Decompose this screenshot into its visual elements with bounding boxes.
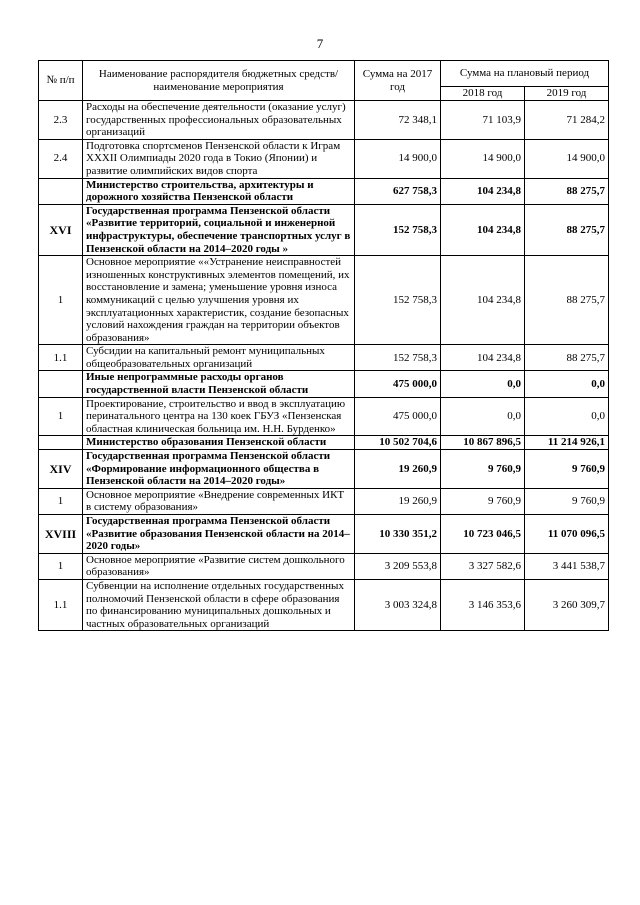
- row-number: XVI: [39, 204, 83, 255]
- header-num: № п/п: [39, 61, 83, 101]
- row-sum-2017: 19 260,9: [355, 488, 441, 514]
- row-name: Государственная программа Пензенской области «Формирование информационного общества в Пензенской области на 2014–2020 годы»: [83, 450, 355, 489]
- row-number: 1: [39, 397, 83, 436]
- row-sum-2017: 475 000,0: [355, 397, 441, 436]
- header-name: Наименование распорядителя бюджетных средств/наименование мероприятия: [83, 61, 355, 101]
- row-sum-2017: 3 003 324,8: [355, 579, 441, 630]
- row-number: [39, 436, 83, 450]
- table-row: [39, 371, 609, 397]
- row-sum-2017: 152 758,3: [355, 256, 441, 345]
- row-sum-2019: 0,0: [525, 371, 609, 397]
- row-sum-2019: 11 070 096,5: [525, 515, 609, 554]
- table-row: [39, 345, 609, 371]
- row-name: Субвенции на исполнение отдельных государственных полномочий Пензенской области в сфере образования по финансированию муниципальных дошкольных и частных образовательных организаций: [83, 579, 355, 630]
- row-number: 1: [39, 553, 83, 579]
- table-row: [39, 178, 609, 204]
- row-sum-2017: 14 900,0: [355, 139, 441, 178]
- row-sum-2018: 0,0: [441, 397, 525, 436]
- row-sum-2018: 104 234,8: [441, 256, 525, 345]
- row-number: [39, 178, 83, 204]
- row-sum-2017: 10 502 704,6: [355, 436, 441, 450]
- row-sum-2017: 3 209 553,8: [355, 553, 441, 579]
- row-name: Иные непрограммные расходы органов государственной власти Пензенской области: [83, 371, 355, 397]
- row-number: XIV: [39, 450, 83, 489]
- row-sum-2019: 71 284,2: [525, 101, 609, 140]
- header-sum-plan: Сумма на плановый период: [441, 61, 609, 87]
- table-row: [39, 436, 609, 450]
- table-row: [39, 579, 609, 630]
- row-sum-2019: 88 275,7: [525, 345, 609, 371]
- row-sum-2018: 0,0: [441, 371, 525, 397]
- row-sum-2019: 3 441 538,7: [525, 553, 609, 579]
- row-sum-2017: 475 000,0: [355, 371, 441, 397]
- row-name: Основное мероприятие «Развитие систем дошкольного образования»: [83, 553, 355, 579]
- row-sum-2018: 71 103,9: [441, 101, 525, 140]
- row-sum-2018: 3 327 582,6: [441, 553, 525, 579]
- row-name: Государственная программа Пензенской области «Развитие образования Пензенской области на 2014–2020 годы»: [83, 515, 355, 554]
- header-sum-2017: Сумма на 2017 год: [355, 61, 441, 101]
- table-row: [39, 101, 609, 140]
- row-sum-2019: 9 760,9: [525, 488, 609, 514]
- row-name: Субсидии на капитальный ремонт муниципальных общеобразовательных организаций: [83, 345, 355, 371]
- row-sum-2018: 104 234,8: [441, 204, 525, 255]
- row-sum-2019: 9 760,9: [525, 450, 609, 489]
- row-sum-2018: 9 760,9: [441, 488, 525, 514]
- row-number: 1.1: [39, 345, 83, 371]
- row-number: [39, 371, 83, 397]
- row-sum-2019: 88 275,7: [525, 204, 609, 255]
- row-sum-2018: 10 867 896,5: [441, 436, 525, 450]
- row-number: 2.3: [39, 101, 83, 140]
- row-name: Министерство строительства, архитектуры и дорожного хозяйства Пензенской области: [83, 178, 355, 204]
- row-sum-2018: 14 900,0: [441, 139, 525, 178]
- row-sum-2019: 11 214 926,1: [525, 436, 609, 450]
- table-row: [39, 488, 609, 514]
- row-name: Государственная программа Пензенской области «Развитие территорий, социальной и инженерной инфраструктуры, обеспечение транспортных услуг в Пензенской области на 2014–2020 годы »: [83, 204, 355, 255]
- row-sum-2018: 104 234,8: [441, 345, 525, 371]
- row-sum-2018: 10 723 046,5: [441, 515, 525, 554]
- row-number: 1.1: [39, 579, 83, 630]
- row-name: Основное мероприятие ««Устранение неисправностей изношенных конструктивных элементов помещений, их восстановление и замена; уменьшение уровня износа коммуникаций с целью улучшения уровня их эксплуатационных характеристик, создание безопасных условий нахождения граждан на территории объектов образования»: [83, 256, 355, 345]
- row-name: Подготовка спортсменов Пензенской области к Играм XXXII Олимпиады 2020 года в Токио (Японии) и развитие олимпийских видов спорта: [83, 139, 355, 178]
- row-number: 1: [39, 256, 83, 345]
- budget-table: [38, 60, 609, 631]
- row-sum-2019: 3 260 309,7: [525, 579, 609, 630]
- row-sum-2018: 104 234,8: [441, 178, 525, 204]
- row-sum-2017: 152 758,3: [355, 204, 441, 255]
- row-number: XVIII: [39, 515, 83, 554]
- row-sum-2017: 627 758,3: [355, 178, 441, 204]
- table-row: [39, 553, 609, 579]
- header-2018: 2018 год: [441, 87, 525, 101]
- row-sum-2019: 0,0: [525, 397, 609, 436]
- row-sum-2017: 19 260,9: [355, 450, 441, 489]
- header-2019: 2019 год: [525, 87, 609, 101]
- table-body: [39, 101, 609, 631]
- row-name: Проектирование, строительство и ввод в эксплуатацию перинатального центра на 130 коек ГБУЗ «Пензенская областная клиническая больница им. Н.Н. Бурденко»: [83, 397, 355, 436]
- row-sum-2018: 9 760,9: [441, 450, 525, 489]
- table-row: [39, 515, 609, 554]
- table-row: [39, 204, 609, 255]
- row-sum-2017: 72 348,1: [355, 101, 441, 140]
- table-header: [39, 61, 609, 101]
- row-name: Расходы на обеспечение деятельности (оказание услуг) государственных профессиональных образовательных организаций: [83, 101, 355, 140]
- row-sum-2017: 10 330 351,2: [355, 515, 441, 554]
- table-row: [39, 397, 609, 436]
- row-sum-2019: 88 275,7: [525, 256, 609, 345]
- table-row: [39, 256, 609, 345]
- row-sum-2018: 3 146 353,6: [441, 579, 525, 630]
- row-sum-2017: 152 758,3: [355, 345, 441, 371]
- table-row: [39, 139, 609, 178]
- table-row: [39, 450, 609, 489]
- row-name: Министерство образования Пензенской области: [83, 436, 355, 450]
- row-number: 1: [39, 488, 83, 514]
- row-name: Основное мероприятие «Внедрение современных ИКТ в систему образования»: [83, 488, 355, 514]
- row-number: 2.4: [39, 139, 83, 178]
- row-sum-2019: 88 275,7: [525, 178, 609, 204]
- page-number: 7: [316, 36, 324, 51]
- row-sum-2019: 14 900,0: [525, 139, 609, 178]
